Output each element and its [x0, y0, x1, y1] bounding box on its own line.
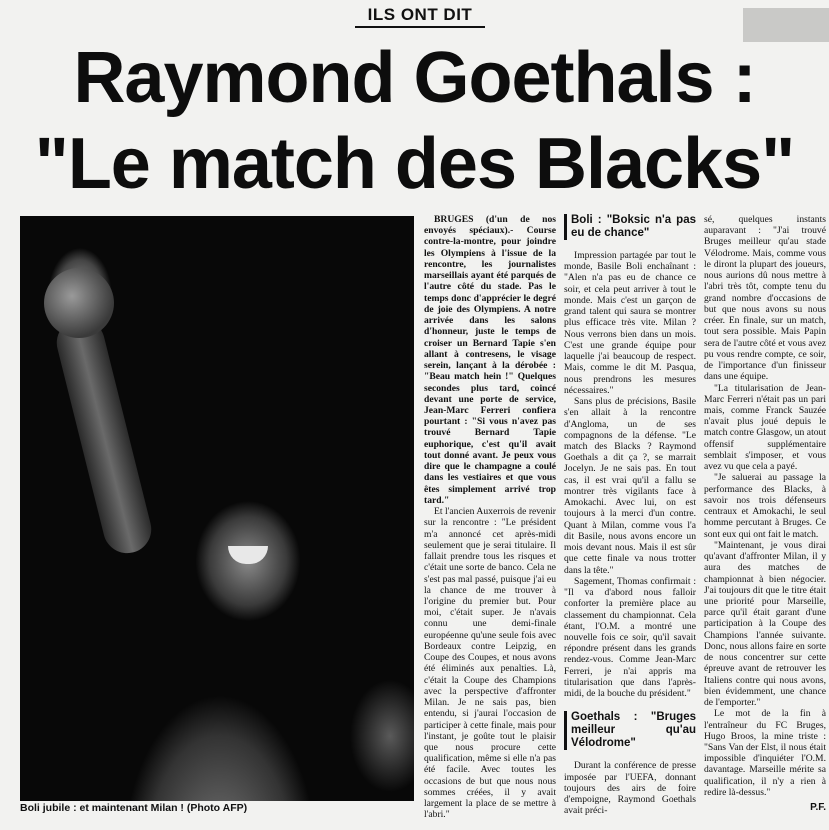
article-paragraph: Sagement, Thomas confirmait : "Il va d'abord nous falloir conforter la première place au classement du championnat. Cela étant, l'O.M. a montré une nouvelle fois ce soir, qu'il savait répondre présent dans les grands rendez-vous. Comme Jean-Marc Ferreri, je n'ai appris ma titularisation que dans l'après-midi, de la bouche du président." [564, 575, 696, 700]
subheading-boli: Boli : "Boksic n'a pas eu de chance" [564, 214, 696, 240]
article-paragraph: Impression partagée par tout le monde, Basile Boli enchaînant : "Alen n'a pas eu de chance ce soir, et cela peut arriver à tout le monde. Mais c'est un garçon de grand talent qui saura se montrer plus efficace très vite. Milan ? Nous verrons bien dans un mois. C'est une grande équipe pour laquelle j'ai beaucoup de respect. Mais, comme le dit M. Pasqua, nous prendrons les mesures nécessaires." [564, 250, 696, 396]
subheading-goethals: Goethals : "Bruges meilleur qu'au Vélodrome" [564, 711, 696, 750]
article-paragraph: sé, quelques instants auparavant : "J'ai trouvé Bruges meilleur qu'au stade Vélodrome. Mais, comme vous le diront la plupart des joueurs, nous aurions dû nous mettre à l'abri très tôt, compte tenu du grand nombre d'occasions de but que nous avons su nous créer. En finale, sur un match, tout sera possible. Mais Papin sera de l'autre côté et vous avez pu vous rendre compte, ce soir, de l'importance d'un finisseur dans une équipe. [704, 214, 826, 383]
headline-line-1: Raymond Goethals : [73, 38, 756, 118]
article-column-2 [564, 214, 696, 817]
article-paragraph: "Maintenant, je vous dirai qu'avant d'affronter Milan, il y aura des matches de championnat à bien négocier. J'ai toujours dit que le titre était une priorité pour Marseille, parce qu'il était garant d'une participation à la Coupe des Champions l'année suivante. Donc, nous allons faire en sorte de nous concentrer sur cette épreuve avant de retrouver les Italiens contre qui nous avons, bien évidemment, une chance de l'emporter." [704, 539, 826, 709]
article-paragraph: BRUGES (d'un de nos envoyés spéciaux).- Course contre-la-montre, pour joindre les Olympiens à l'issue de la rencontre, les journalistes marseillais ayant été parqués de l'autre côté du stade. Pas le temps donc d'apprécier le degré de joie des Olympiens. A notre arrivée dans les salons d'honneur, juste le temps de croiser un Bernard Tapie s'en allant à contresens, le visage serein, lançant à la dérobée : "Beau match hein !" Quelques secondes plus tard, coincé devant une porte de service, Jean-Marc Ferreri confiera pourtant : "Si vous n'avez pas trouvé Bernard Tapie euphorique, c'est qu'il avait tout donné avant. Je peux vous dire que le champagne a coulé dans les vestiaires et que vous êtes simplement arrivé trop tard." [424, 214, 556, 506]
author-signature: P.F. [810, 802, 826, 814]
article-paragraph: "Je saluerai au passage la performance des Blacks, à savoir nos trois défenseurs centraux et Amokachi, le seul homme percutant à Bruges. Ce sont eux qui ont fait le match. [704, 472, 826, 540]
adjacent-column-ghost [743, 8, 829, 42]
photo-smile [228, 546, 268, 564]
section-kicker: ILS ONT DIT [355, 4, 485, 28]
photo-raised-arm [52, 314, 157, 558]
article-paragraph: Sans plus de précisions, Basile s'en allait à la rencontre d'Angloma, un de ses compagnons de la défense. "Le match des Blacks ? Raymond Goethals a dit ça ?, se marrait Jocelyn. Je ne sais pas. En tout cas, il est vrai qu'il a fallu se montrer très vigilants face à Amokachi. Avec lui, on est toujours à la merci d'un contre. Quant à Milan, comme vous l'a dit Basile, nous avons encore un mois devant nous. Mais il est sûr que cette finale va nous trotter dans la tête." [564, 396, 696, 576]
article-paragraph: Et l'ancien Auxerrois de revenir sur la rencontre : "Le président m'a annoncé cet après-midi seulement que je serai titulaire. Il fallait prendre tous les risques et c'était une sorte de banco. Cela ne s'est pas mal passé, puisque j'ai eu la chance de me trouver à l'origine du premier but. Pour moi, c'était super. Je n'avais connu une demi-finale européenne qu'une seule fois avec Bordeaux contre Leipzig, en Coupe des Coupes, et nous avons été éliminés aux penalties. Là, c'était la Coupe des Champions avec la perspective d'affronter Milan. Je ne sais pas, bien entendu, si j'aurai l'occasion de participer à cette finale, mais pour l'instant, je goûte tout le plaisir que nous procure cette qualification, même si elle n'a pas été facile. Avec toutes les occasions de but que nous nous sommes créées, il y avait largement la place de se mettre à l'abri." [424, 506, 556, 821]
article-paragraph: "La titularisation de Jean-Marc Ferreri n'était pas un pari mais, comme Franck Sauzée n'avait plus joué depuis le match contre Glasgow, un atout offensif supplémentaire semblait s'imposer, et vous avez vu que cela a payé. [704, 382, 826, 473]
photo-caption: Boli jubile : et maintenant Milan ! (Photo AFP) [20, 802, 248, 814]
article-paragraph: Durant la conférence de presse imposée par l'UEFA, donnant toujours des airs de foire d'empoigne, Raymond Goethals avait préci- [564, 760, 696, 817]
news-photo [20, 216, 414, 801]
headline-line-2: "Le match des Blacks" [34, 124, 795, 204]
article-column-3 [704, 214, 826, 813]
article-column-1 [424, 214, 556, 821]
photo-fist [44, 268, 114, 338]
article-paragraph: Le mot de la fin à l'entraîneur du FC Bruges, Hugo Broos, la mine triste : "Sans Van der Elst, il nous était impossible d'inquiéter l'O.M. davantage. Marseille mérite sa qualification, il n'y a rien à redire là-dessus." [704, 708, 826, 798]
headline [0, 40, 829, 204]
